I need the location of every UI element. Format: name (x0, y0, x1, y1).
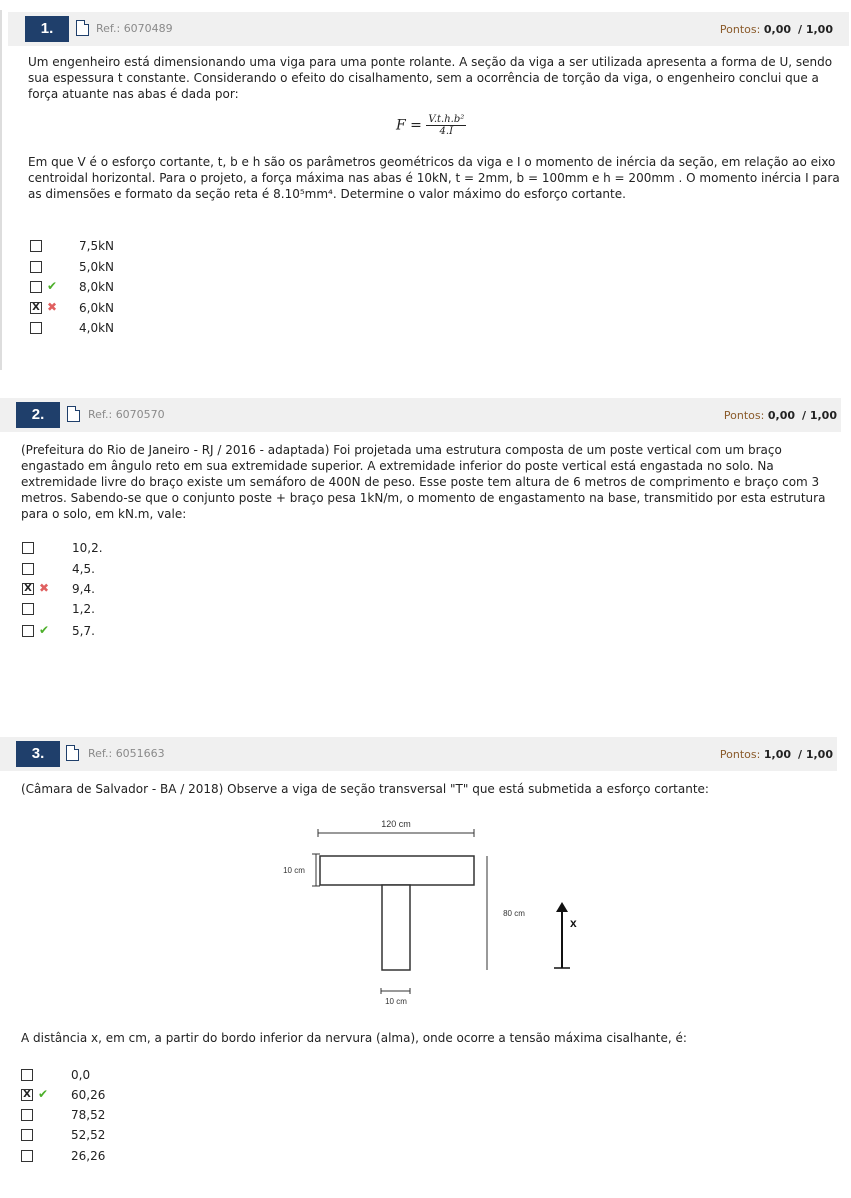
correct-check-icon: ✔ (39, 623, 50, 637)
formula: F = $\frac{\text{V.t.h.b²}}{4.I}$ (396, 114, 465, 137)
wrong-cross-icon: ✖ (47, 300, 58, 314)
option-checkbox[interactable]: X (21, 1089, 33, 1101)
option-checkbox[interactable]: X (30, 302, 42, 314)
dim-label-right: 80 cm (503, 909, 525, 918)
option-checkbox[interactable] (30, 281, 42, 293)
arrow-head-icon (556, 902, 568, 912)
option-label: 52,52 (71, 1128, 106, 1142)
option-label: 7,5kN (79, 239, 115, 253)
option-checkbox[interactable] (22, 542, 34, 554)
dim-label-bottom: 10 cm (385, 997, 407, 1006)
question-ref: Ref.: 6070570 (88, 408, 165, 421)
option-label: 4,0kN (79, 321, 115, 335)
question-2-statement: (Prefeitura do Rio de Janeiro - RJ / 2016 - adaptada) Foi projetada uma estrutura composta de um poste vertical com um braço engastado em ângulo reto em sua extremidade superior. A extremidade inferior do poste vertical está engastada no solo. Na extremidade livre do braço existe um semáforo de 400N de peso. Esse poste tem altura de 6 metros de comprimento e braço com 3 metros. Sabendo-se que o conjunto poste + braço pesa 1kN/m, o momento de engastamento na base, transmitido por esta estrutura para o solo, em kN.m, vale: (21, 443, 826, 521)
option-label: 8,0kN (79, 280, 115, 294)
t-beam-web (382, 885, 410, 970)
option-checkbox[interactable] (21, 1069, 33, 1081)
option-checkbox[interactable] (30, 322, 42, 334)
option-label: 78,52 (71, 1108, 106, 1122)
option-label: 26,26 (71, 1149, 106, 1163)
option-label: 1,2. (72, 602, 95, 616)
option-label: 9,4. (72, 582, 95, 596)
question-3-header (0, 737, 837, 771)
document-icon[interactable] (67, 406, 80, 422)
option-checkbox[interactable] (21, 1129, 33, 1141)
option-checkbox[interactable] (21, 1150, 33, 1162)
question-number: 3. (16, 741, 60, 767)
question-1-description: Em que V é o esforço cortante, t, b e h são os parâmetros geométricos da viga e I o momento de inércia da seção, em relação ao eixo centroidal horizontal. Para o projeto, a força máxima nas abas é 10kN, t = 2mm, b = 100mm e h = 200mm . O momento inércia I para as dimensões e formato da seção reta é 8.10⁵mm⁴. Determine o valor máximo do esforço cortante. (28, 155, 840, 201)
option-label: 10,2. (72, 541, 103, 555)
option-label: 5,0kN (79, 260, 115, 274)
question-score: Pontos: 1,00 / 1,00 (719, 748, 833, 761)
question-number: 2. (16, 402, 60, 428)
option-checkbox[interactable] (22, 603, 34, 615)
question-ref: Ref.: 6051663 (88, 747, 165, 760)
question-ref: Ref.: 6070489 (96, 22, 173, 35)
question-number: 1. (25, 16, 69, 42)
x-axis-label: x (570, 916, 577, 930)
question-1-header (8, 12, 849, 46)
option-checkbox[interactable] (22, 625, 34, 637)
option-label: 60,26 (71, 1088, 106, 1102)
option-label: 5,7. (72, 624, 95, 638)
question-score: Pontos: 0,00 / 1,00 (723, 409, 837, 422)
t-beam-figure (250, 810, 590, 1015)
document-icon[interactable] (76, 20, 89, 36)
correct-check-icon: ✔ (47, 279, 58, 293)
option-checkbox[interactable] (22, 563, 34, 575)
wrong-cross-icon: ✖ (39, 581, 50, 595)
option-checkbox[interactable] (21, 1109, 33, 1121)
question-3-statement: (Câmara de Salvador - BA / 2018) Observe a viga de seção transversal "T" que está submetida a esforço cortante: (21, 782, 709, 796)
question-2-header (0, 398, 841, 432)
correct-check-icon: ✔ (38, 1087, 49, 1101)
question-1-statement: Um engenheiro está dimensionando uma viga para uma ponte rolante. A seção da viga a ser utilizada apresenta a forma de U, sendo sua espessura t constante. Considerando o efeito do cisalhamento, sem a ocorrência de torção da viga, o engenheiro conclui que a força atuante nas abas é dada por: (28, 55, 833, 101)
option-label: 0,0 (71, 1068, 91, 1082)
option-checkbox[interactable]: X (22, 583, 34, 595)
option-checkbox[interactable] (30, 240, 42, 252)
dim-label-left: 10 cm (283, 866, 305, 875)
dim-label-top: 120 cm (381, 819, 411, 829)
t-beam-flange (320, 856, 474, 885)
option-checkbox[interactable] (30, 261, 42, 273)
option-label: 6,0kN (79, 301, 115, 315)
document-icon[interactable] (66, 745, 79, 761)
question-3-prompt: A distância x, em cm, a partir do bordo inferior da nervura (alma), onde ocorre a tensão máxima cisalhante, é: (21, 1031, 687, 1045)
question-score: Pontos: 0,00 / 1,00 (719, 23, 833, 36)
option-label: 4,5. (72, 562, 95, 576)
left-border (0, 10, 2, 370)
